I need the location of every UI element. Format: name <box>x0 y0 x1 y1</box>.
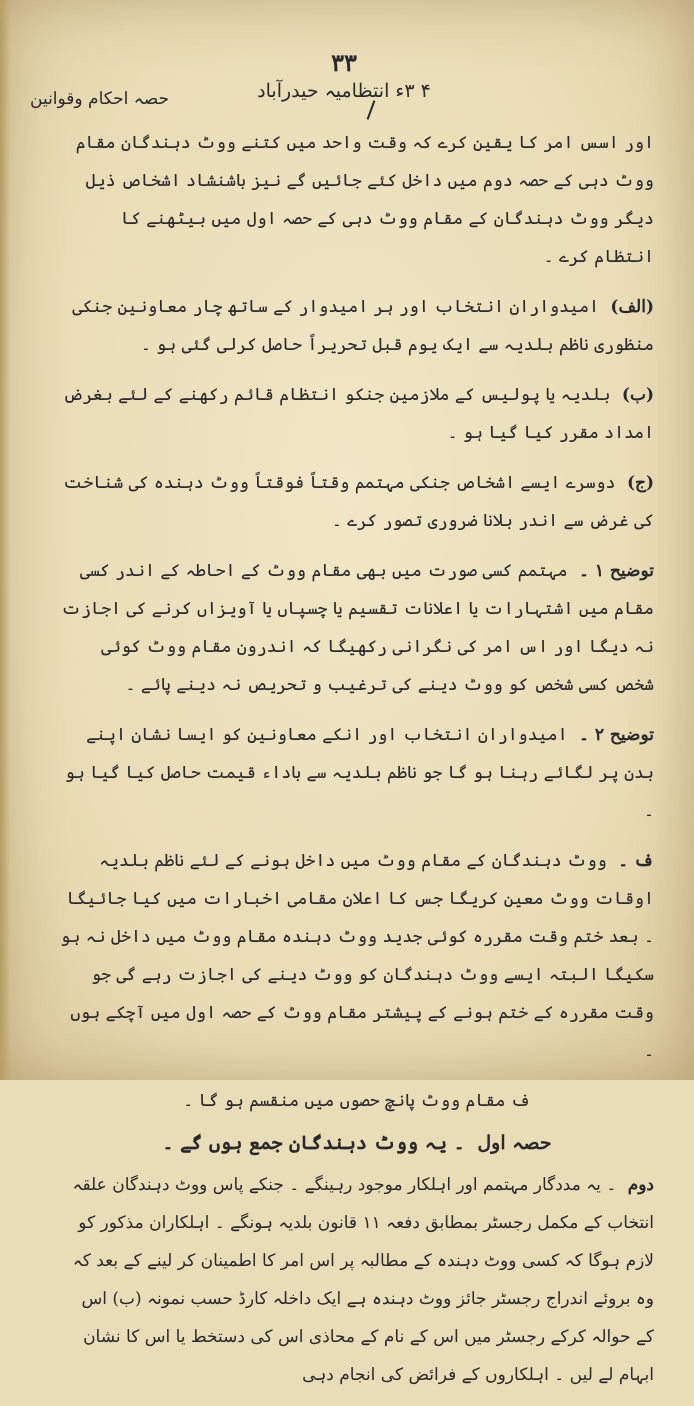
clause-alif <box>60 288 654 364</box>
page-number: ۳۳ <box>331 48 357 77</box>
section-f-text: ووٹ دہندگان کے مقام ووٹ میں داخل ہونے کے لئے ناظم بلدیہ اوقات ووٹ معین کریگا جس کا اعلان مقامی اخبارات میں کیا جائیگا ۔ بعد ختم وقت مقررہ کوئی جدید ووٹ دہندہ مقام ووٹ میں داخل نہ ہو سکیگا البتہ ایسے ووٹ دہندگان کو ووٹ دینے کی اجازت رہے گی جو وقت مقررہ کے ختم ہونے کے پیشتر مقام ووٹ کے حصہ اول میں آچکے ہوں ۔ <box>60 851 654 1061</box>
explanation-2 <box>60 716 654 830</box>
page-header <box>30 28 658 118</box>
part-one-text: ۔ یہ ووٹ دہندگان جمع ہوں گے ۔ <box>162 1132 465 1154</box>
clause-be-text: بلدیہ یا پولیس کے ملازمین جنکو انتظام قائم رکھنے کے لئے بغرض امداد مقرر کیا گیا ہو ۔ <box>62 385 654 443</box>
part-one-label: حصہ اول <box>477 1132 552 1154</box>
section-f <box>60 842 654 1070</box>
clause-alif-label: (الف) <box>610 297 654 317</box>
explanation-1-label: توضیح ۱ ۔ <box>578 561 654 581</box>
clause-alif-text: امیدواران انتخاب اور ہر امیدوار کے ساتھ چار معاونین جنکی منظوری ناظم بلدیہ سے ایک یوم قبل تحریراً حاصل کرلی گئی ہو ۔ <box>72 297 654 355</box>
explanation-1-text: مہتمم کسی صورت میں بھی مقام ووٹ کے احاطہ کے اندر کسی مقام میں اشتہارات یا اعلانات تقسیم یا چسپاں یا آویزاں کرنے کی اجازت نہ دیگا اور اس امر کی نگرانی رکھیگا کہ اندرون مقام ووٹ کوئی شخص کسی شخص کو ووٹ دینے کی ترغیب و تحریص نہ دینے پائے ۔ <box>61 561 654 695</box>
clause-jeem-text: دوسرے ایسے اشخاص جنکی مہتمم وقتاً فوقتاً ووٹ دہندہ کی شناخت کی غرض سے اندر بلانا ضروری تصور کرے ۔ <box>63 473 654 531</box>
section-title: حصہ احکام وقوانین <box>30 89 169 109</box>
explanation-2-label: توضیح ۲ ۔ <box>578 725 654 745</box>
page-edge-shadow <box>0 0 10 1080</box>
explanation-1 <box>60 552 654 704</box>
section-f2: ف مقام ووٹ پانچ حصوں میں منقسم ہو گا ۔ <box>183 1091 531 1111</box>
explanation-2-text: امیدواران انتخاب اور انکے معاونین کو ایسا نشان اپنے بدن پر لگائے رہنا ہو گا جو ناظم بلدیہ سے باداء قیمت حاصل کیا گیا ہو ۔ <box>64 725 654 821</box>
clause-jeem <box>60 464 654 540</box>
part-two-text: ۔ یہ مددگار مہتمم اور اہلکار موجود رہینگے ۔ جنکے پاس ووٹ دہندگان علقہ انتخاب کے مکمل رجسٹر بمطابق دفعہ ۱۱ قانون بلدیہ ہونگے ۔ اہلکاران مذکور کو لازم ہوگا کہ کسی ووٹ دہندہ کے مطالبہ پر اس امر کا اطمینان کر لینے کے بعد کہ وہ بروئے اندراج رجسٹر جائز ووٹ دہندہ ہے ایک داخلہ کارڈ حسب نمونہ (ب) اس کے حوالہ کرکے رجسٹر میں اس کے نام کے محاذی اس کی دستخط یا اس کا نشان ابہام لے لیں ۔ اہلکاروں کے فرائض کی انجام دہی <box>72 1175 654 1385</box>
running-title: ۴ ۳ء انتظامیہ حیدرآباد <box>257 80 431 102</box>
clause-be-label: (ب) <box>621 385 654 405</box>
section-f-label: ف ۔ <box>618 851 654 871</box>
part-two <box>60 1166 654 1394</box>
document-body <box>60 124 654 1406</box>
paragraph-intro: اور اسس امر کا یقین کرے کہ وقت واحد میں کتنے ووٹ دہندگان مقام ووٹ دہی کے حصہ دوم میں داخل کئے جائیں گے نیز باشنشاد اشخاص ذیل دیگر ووٹ دہندگان کے مقام ووٹ دہی کے حصہ اول میں بیٹھنے کا انتظام کرے ۔ <box>75 133 654 267</box>
clause-jeem-label: (ج) <box>626 473 654 493</box>
part-two-label: دوم <box>627 1175 654 1195</box>
part-one <box>60 1124 654 1162</box>
clause-be <box>60 376 654 452</box>
